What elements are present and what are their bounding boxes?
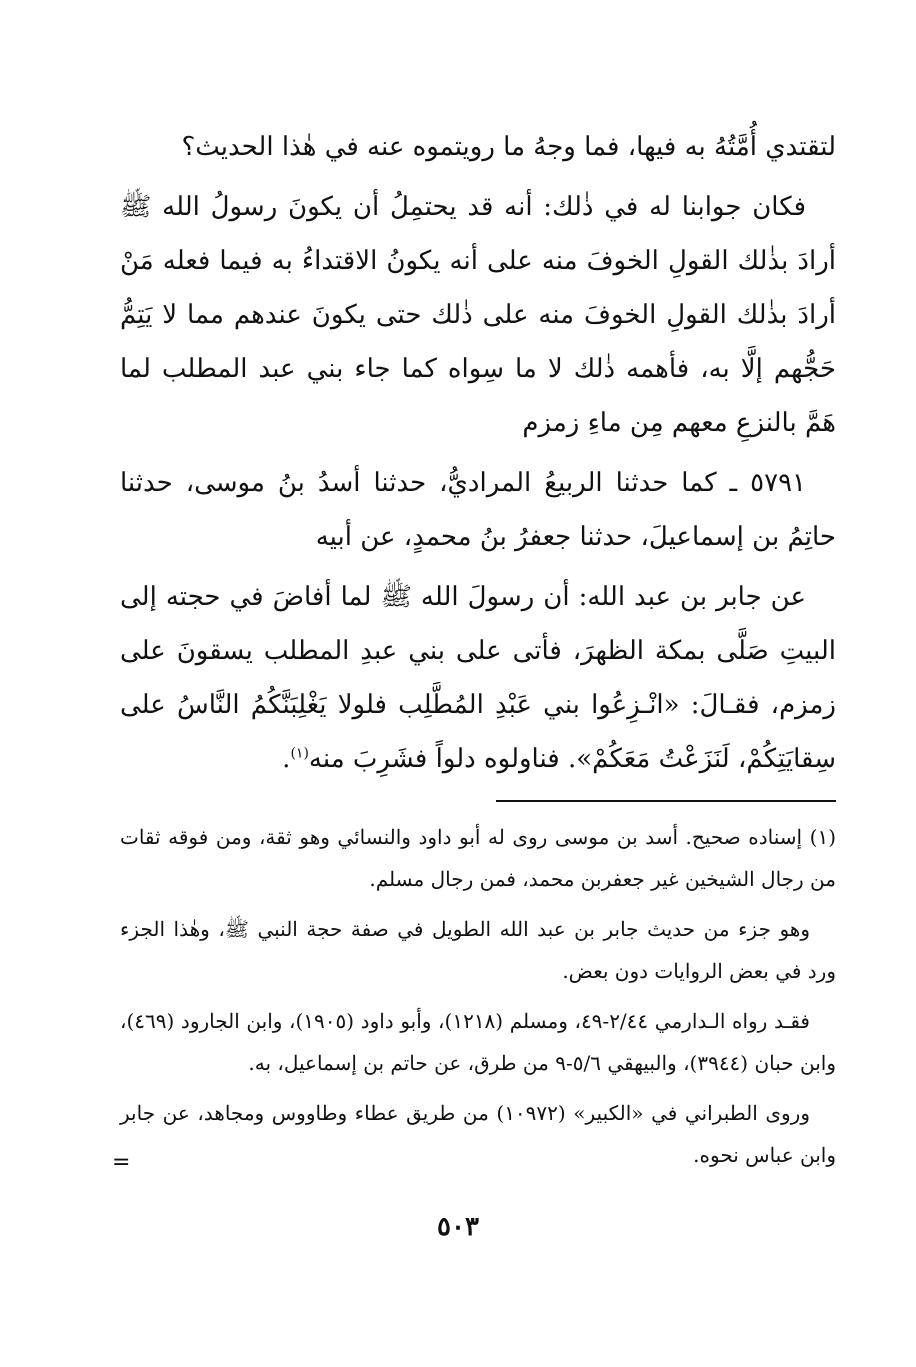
footnote-3: فقـد رواه الـدارمي ٢/٤٤-٤٩، ومسلم (١٢١٨)، وأبو داود (١٩٠٥)، وابن الجارود (٤٦٩)، وابن حبان (٣٩٤٤)، والبيهقي ٥/٦-٩ من طرق، عن حاتم بن إسماعيل، به.	[120, 1009, 836, 1075]
continuation-mark: =	[112, 1150, 131, 1175]
footnote-2: وهو جزء من حديث جابر بن عبد الله الطويل في صفة حجة النبي ﷺ، وهٰذا الجزء ورد في بعض الروايات دون بعض.	[120, 917, 836, 983]
page-number: ٥٠٣	[437, 1212, 479, 1242]
footnote-ref[interactable]: (١)	[290, 745, 309, 762]
footnote-divider	[496, 800, 836, 802]
page-body	[120, 120, 836, 1184]
paragraph-1: لتقتدي أُمَّتُهُ به فيها، فما وجهُ ما رويتموه عنه في هٰذا الحديث؟	[181, 132, 836, 162]
footnote-4: وروى الطبراني في «الكبير» (١٠٩٧٢) من طريق عطاء وطاووس ومجاهد، عن جابر وابن عباس نحوه.	[120, 1101, 836, 1167]
footnote-1: (١) إسناده صحيح. أسد بن موسى روى له أبو داود والنسائي وهو ثقة، ومن فوقه ثقات من رجال الشيخين غير جعفربن محمد، فمن رجال مسلم.	[120, 825, 836, 891]
hadith-body: عن جابر بن عبد الله: أن رسولَ الله ﷺ لما أفاضَ في حجته إلى البيتِ صَلَّى بمكة الظهرَ، فأتى على بني عبدِ المطلب يسقونَ على زمزم، فقـالَ: «انْـزِعُوا بني عَبْدِ المُطَّلِب فلولا يَغْلِبَنَّكُمُ النَّاسُ على سِقايَتِكُمْ، لَنَزَعْتُ مَعَكُمْ». فناولوه دلواً فشَرِبَ منه	[120, 582, 836, 774]
hadith-chain: ٥٧٩١ ـ كما حدثنا الربيعُ المراديُّ، حدثنا أسدُ بنُ موسى، حدثنا حاتِمُ بن إسماعيلَ، حدثنا جعفرُ بنُ محمدٍ، عن أبيه	[120, 468, 836, 552]
paragraph-2: فكان جوابنا له في ذٰلك: أنه قد يحتمِلُ أن يكونَ رسولُ الله ﷺ أرادَ بذٰلك القولِ الخوفَ منه على أنه يكونُ الاقتداءُ به فيما فعله مَنْ أرادَ بذٰلك القولِ الخوفَ منه على ذٰلك حتى يكونَ عندهم مما لا يَتِمُّ حَجُّهم إلَّا به، فأهمه ذٰلك لا ما سِواه كما جاء بني عبد المطلب لما هَمَّ بالنزعِ معهم مِن ماءِ زمزم	[120, 192, 836, 438]
footnotes	[120, 816, 836, 1176]
main-text	[120, 120, 836, 786]
hadith-text	[120, 570, 836, 786]
hadith-end: .	[282, 744, 291, 774]
